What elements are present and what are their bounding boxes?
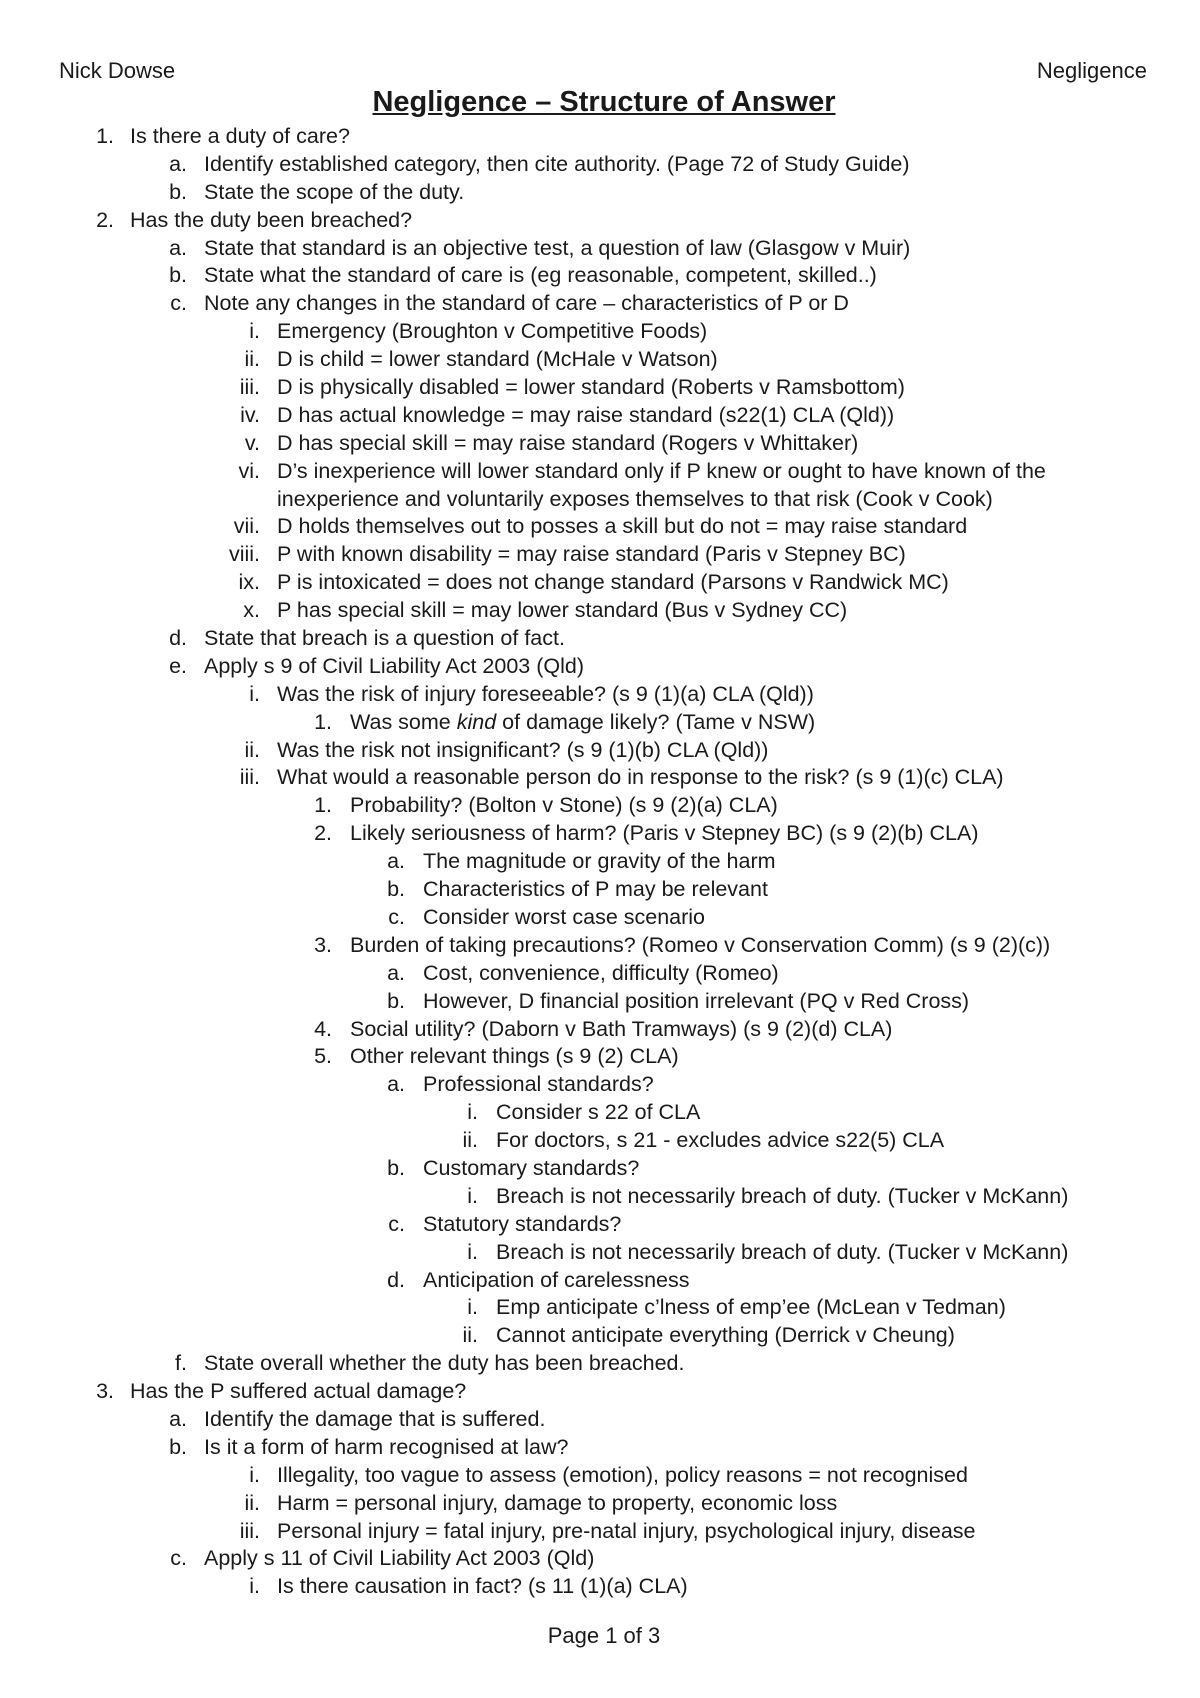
list-item-text: Apply s 11 of Civil Liability Act 2003 (Qld) xyxy=(204,1546,595,1571)
list-marker: 3. xyxy=(314,932,332,957)
list-item-text: Professional standards? xyxy=(423,1072,654,1097)
list-item-text: What would a reasonable person do in response to the risk? (s 9 (1)(c) CLA) xyxy=(277,765,1004,790)
list-item-text: Social utility? (Daborn v Bath Tramways) (s 9 (2)(d) CLA) xyxy=(350,1016,893,1041)
list-item-text: P is intoxicated = does not change standard (Parsons v Randwick MC) xyxy=(277,570,949,595)
list-marker: b. xyxy=(169,179,187,204)
list-item-text: State that standard is an objective test, a question of law (Glasgow v Muir) xyxy=(204,235,911,260)
list-marker: f. xyxy=(175,1351,187,1376)
outline-item-level-3 xyxy=(0,458,1200,486)
outline-item-level-2 xyxy=(0,625,1200,653)
outline-item-level-3 xyxy=(0,374,1200,402)
list-item-text: Was the risk not insignificant? (s 9 (1)(b) CLA (Qld)) xyxy=(277,737,769,762)
list-item-text: Emp anticipate c’lness of emp’ee (McLean v Tedman) xyxy=(496,1295,1006,1320)
list-marker: 2. xyxy=(314,821,332,846)
list-item-text: Has the duty been breached? xyxy=(130,207,413,232)
list-item-text: State what the standard of care is (eg reasonable, competent, skilled..) xyxy=(204,263,877,288)
document-title: Negligence – Structure of Answer xyxy=(372,86,836,118)
list-item-text: State the scope of the duty. xyxy=(204,179,465,204)
list-marker: c. xyxy=(388,1211,405,1236)
list-marker: iv. xyxy=(240,402,260,427)
outline-item-level-2 xyxy=(0,1545,1200,1573)
outline-item-level-3 xyxy=(0,1462,1200,1490)
list-marker: v. xyxy=(244,430,260,455)
list-item-text: Anticipation of carelessness xyxy=(423,1267,690,1292)
outline-list xyxy=(0,123,1200,1601)
list-item-text: Cost, convenience, difficulty (Romeo) xyxy=(423,960,779,985)
list-marker: iii. xyxy=(239,1518,260,1543)
list-item-text: P with known disability = may raise standard (Paris v Stepney BC) xyxy=(277,542,906,567)
outline-item-level-6 xyxy=(0,1183,1200,1211)
list-item-text: Other relevant things (s 9 (2) CLA) xyxy=(350,1044,679,1069)
list-item-text: Consider s 22 of CLA xyxy=(496,1100,701,1125)
list-marker: ii. xyxy=(244,737,260,762)
outline-item-level-3 xyxy=(0,1518,1200,1546)
list-item-text: Consider worst case scenario xyxy=(423,904,706,929)
list-item-text: Has the P suffered actual damage? xyxy=(130,1379,467,1404)
outline-item-level-6 xyxy=(0,1099,1200,1127)
list-marker: i. xyxy=(467,1295,478,1320)
list-item-text: Is there a duty of care? xyxy=(130,124,350,148)
list-item-text: Burden of taking precautions? (Romeo v Conservation Comm) (s 9 (2)(c)) xyxy=(350,932,1051,957)
list-marker: a. xyxy=(387,1072,405,1097)
outline-item-level-6 xyxy=(0,1322,1200,1350)
list-marker: 3. xyxy=(96,1379,114,1404)
outline-item-level-3 xyxy=(0,541,1200,569)
list-item-text: D has special skill = may raise standard (Rogers v Whittaker) xyxy=(277,430,859,455)
outline-item-level-2 xyxy=(0,235,1200,263)
outline-item-level-3 xyxy=(0,486,1200,514)
outline-item-level-2 xyxy=(0,179,1200,207)
outline-item-level-3 xyxy=(0,569,1200,597)
list-marker: 5. xyxy=(314,1044,332,1069)
outline-item-level-3 xyxy=(0,737,1200,765)
outline-item-level-4 xyxy=(0,709,1200,737)
list-marker: b. xyxy=(387,1155,405,1180)
list-marker: a. xyxy=(169,1406,187,1431)
outline-item-level-3 xyxy=(0,1490,1200,1518)
outline-item-level-5 xyxy=(0,848,1200,876)
outline-item-level-4 xyxy=(0,820,1200,848)
list-marker: d. xyxy=(169,626,187,651)
list-marker: 4. xyxy=(314,1016,332,1041)
outline-item-level-2 xyxy=(0,1406,1200,1434)
list-marker: i. xyxy=(249,1462,260,1487)
outline-item-level-2 xyxy=(0,151,1200,179)
list-item-text: Breach is not necessarily breach of duty. (Tucker v McKann) xyxy=(496,1239,1069,1264)
outline-item-level-5 xyxy=(0,1267,1200,1295)
outline-item-level-1 xyxy=(0,123,1200,151)
list-item-text: Likely seriousness of harm? (Paris v Stepney BC) (s 9 (2)(b) CLA) xyxy=(350,821,979,846)
list-marker: i. xyxy=(467,1100,478,1125)
list-item-text: D holds themselves out to posses a skill but do not = may raise standard xyxy=(277,514,968,539)
list-item-text: inexperience and voluntarily exposes themselves to that risk (Cook v Cook) xyxy=(277,486,993,511)
list-marker: i. xyxy=(467,1239,478,1264)
list-marker: i. xyxy=(249,319,260,344)
list-marker: a. xyxy=(387,960,405,985)
list-marker: 2. xyxy=(96,207,114,232)
list-marker: ii. xyxy=(244,1490,260,1515)
list-item-text: Harm = personal injury, damage to property, economic loss xyxy=(277,1490,838,1515)
outline-item-level-6 xyxy=(0,1294,1200,1322)
list-marker: ix. xyxy=(238,570,260,595)
list-marker: ii. xyxy=(244,347,260,372)
list-item-text: Statutory standards? xyxy=(423,1211,622,1236)
outline-item-level-3 xyxy=(0,681,1200,709)
list-item-text: Is it a form of harm recognised at law? xyxy=(204,1434,569,1459)
list-marker: b. xyxy=(169,1434,187,1459)
list-item-text: Characteristics of P may be relevant xyxy=(423,877,768,902)
list-marker: b. xyxy=(387,877,405,902)
list-item-text: Probability? (Bolton v Stone) (s 9 (2)(a) CLA) xyxy=(350,793,778,818)
list-item-text: D is child = lower standard (McHale v Watson) xyxy=(277,347,718,372)
outline-item-level-6 xyxy=(0,1239,1200,1267)
outline-item-level-5 xyxy=(0,904,1200,932)
outline-item-level-2 xyxy=(0,1350,1200,1378)
outline-item-level-3 xyxy=(0,597,1200,625)
list-item-text: State overall whether the duty has been breached. xyxy=(204,1351,685,1376)
outline-item-level-3 xyxy=(0,1573,1200,1601)
list-marker: b. xyxy=(169,263,187,288)
outline-item-level-4 xyxy=(0,1043,1200,1071)
list-item-text: Identify established category, then cite authority. (Page 72 of Study Guide) xyxy=(204,151,910,176)
list-marker: d. xyxy=(387,1267,405,1292)
page-number: Page 1 of 3 xyxy=(547,1623,661,1648)
list-marker: ii. xyxy=(462,1323,478,1348)
list-item-text: Illegality, too vague to assess (emotion), policy reasons = not recognised xyxy=(277,1462,968,1487)
outline-item-level-3 xyxy=(0,402,1200,430)
list-marker: 1. xyxy=(314,709,332,734)
list-marker: c. xyxy=(388,904,405,929)
outline-item-level-3 xyxy=(0,346,1200,374)
list-item-text: Customary standards? xyxy=(423,1155,640,1180)
outline-item-level-3 xyxy=(0,513,1200,541)
list-marker: a. xyxy=(169,235,187,260)
list-marker: e. xyxy=(169,653,187,678)
header-subject: Negligence xyxy=(1036,58,1147,83)
outline-item-level-6 xyxy=(0,1127,1200,1155)
list-item-text: Was some kind of damage likely? (Tame v NSW) xyxy=(350,709,816,734)
list-marker: viii. xyxy=(228,542,260,567)
list-item-text: The magnitude or gravity of the harm xyxy=(423,849,776,874)
list-item-text: State that breach is a question of fact. xyxy=(204,626,565,651)
outline-item-level-1 xyxy=(0,1378,1200,1406)
outline-item-level-5 xyxy=(0,876,1200,904)
outline-item-level-5 xyxy=(0,1211,1200,1239)
outline-item-level-5 xyxy=(0,1071,1200,1099)
list-item-text: Emergency (Broughton v Competitive Foods) xyxy=(277,319,708,344)
outline-item-level-3 xyxy=(0,764,1200,792)
list-item-text: P has special skill = may lower standard (Bus v Sydney CC) xyxy=(277,598,848,623)
list-marker: ii. xyxy=(462,1128,478,1153)
list-marker: x. xyxy=(243,598,260,623)
outline-item-level-3 xyxy=(0,318,1200,346)
list-item-text: Identify the damage that is suffered. xyxy=(204,1406,546,1431)
outline-item-level-2 xyxy=(0,653,1200,681)
list-marker: i. xyxy=(249,681,260,706)
list-item-text: Cannot anticipate everything (Derrick v Cheung) xyxy=(496,1323,955,1348)
list-marker: iii. xyxy=(239,375,260,400)
list-marker: c. xyxy=(170,291,187,316)
list-item-text: For doctors, s 21 - excludes advice s22(5) CLA xyxy=(496,1128,945,1153)
list-marker: b. xyxy=(387,988,405,1013)
list-marker: vi. xyxy=(238,458,260,483)
outline-item-level-5 xyxy=(0,1155,1200,1183)
outline-item-level-4 xyxy=(0,792,1200,820)
outline-item-level-2 xyxy=(0,290,1200,318)
list-marker: c. xyxy=(170,1546,187,1571)
list-marker: i. xyxy=(467,1183,478,1208)
list-marker: 1. xyxy=(96,124,114,148)
outline-item-level-2 xyxy=(0,1434,1200,1462)
outline-item-level-2 xyxy=(0,262,1200,290)
outline-item-level-5 xyxy=(0,960,1200,988)
list-marker: 1. xyxy=(314,793,332,818)
list-item-text: Breach is not necessarily breach of duty. (Tucker v McKann) xyxy=(496,1183,1069,1208)
list-item-text: Was the risk of injury foreseeable? (s 9 (1)(a) CLA (Qld)) xyxy=(277,681,814,706)
outline-item-level-5 xyxy=(0,988,1200,1016)
list-item-text: Is there causation in fact? (s 11 (1)(a) CLA) xyxy=(277,1574,688,1599)
list-item-text: D has actual knowledge = may raise standard (s22(1) CLA (Qld)) xyxy=(277,402,895,427)
outline-item-level-4 xyxy=(0,932,1200,960)
outline-item-level-4 xyxy=(0,1016,1200,1044)
list-item-text: Note any changes in the standard of care – characteristics of P or D xyxy=(204,291,849,316)
list-item-text: Personal injury = fatal injury, pre-natal injury, psychological injury, disease xyxy=(277,1518,976,1543)
outline-item-level-3 xyxy=(0,430,1200,458)
list-marker: i. xyxy=(249,1574,260,1599)
list-marker: a. xyxy=(387,849,405,874)
list-marker: a. xyxy=(169,151,187,176)
list-item-text: However, D financial position irrelevant (PQ v Red Cross) xyxy=(423,988,970,1013)
outline-item-level-1 xyxy=(0,207,1200,235)
list-item-text: Apply s 9 of Civil Liability Act 2003 (Qld) xyxy=(204,653,584,678)
list-item-text: D’s inexperience will lower standard only if P knew or ought to have known of the xyxy=(277,458,1046,483)
header-author: Nick Dowse xyxy=(59,58,176,83)
list-item-text: D is physically disabled = lower standard (Roberts v Ramsbottom) xyxy=(277,375,905,400)
list-marker: iii. xyxy=(239,765,260,790)
list-marker: vii. xyxy=(233,514,260,539)
